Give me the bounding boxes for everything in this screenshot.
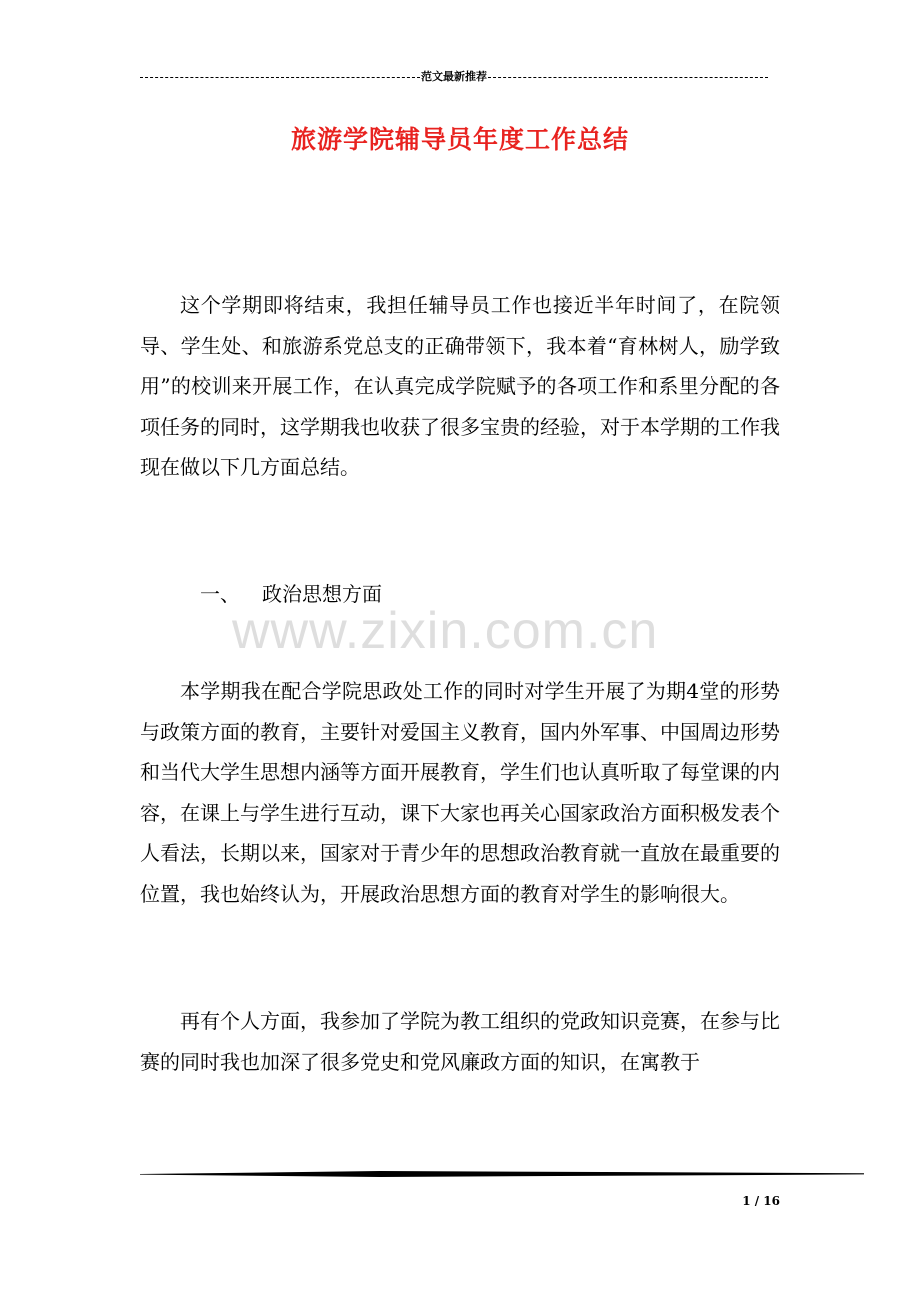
- header-label: 范文最新推荐: [421, 70, 487, 83]
- header-dashes-right: [488, 77, 768, 78]
- header-dashes-left: [140, 77, 420, 78]
- paragraph-intro: 这个学期即将结束，我担任辅导员工作也接近半年时间了，在院领导、学生处、和旅游系党总支的正确带领下，我本着“育林树人，励学致用”的校训来开展工作，在认真完成学院赋予的各项工作和系里分配的各项任务的同时，这学期我也收获了很多宝贵的经验，对于本学期的工作我现在做以下几方面总结。: [140, 293, 780, 480]
- page-number: 1 / 16: [742, 1194, 780, 1208]
- footer-rule: [140, 1170, 864, 1178]
- section-number: 一、: [200, 582, 240, 606]
- paragraph-personal: 再有个人方面，我参加了学院为教工组织的党政知识竞赛，在参与比赛的同时我也加深了很多党史和党风廉政方面的知识，在寓教于: [140, 1009, 780, 1074]
- paragraph-political-education: 本学期我在配合学院思政处工作的同时对学生开展了为期4堂的形势与政策方面的教育，主要针对爱国主义教育，国内外军事、中国周边形势和当代大学生思想内涵等方面开展教育，学生们也认真听取了每堂课的内容，在课上与学生进行互动，课下大家也再关心国家政治方面积极发表个人看法，长期以来，国家对于青少年的思想政治教育就一直放在最重要的位置，我也始终认为，开展政治思想方面的教育对学生的影响很大。: [140, 679, 780, 906]
- watermark: www.zixin.com.cn: [232, 602, 659, 660]
- section-title: 政治思想方面: [262, 582, 382, 606]
- document-title: 旅游学院辅导员年度工作总结: [290, 125, 629, 154]
- page-header: [140, 66, 768, 86]
